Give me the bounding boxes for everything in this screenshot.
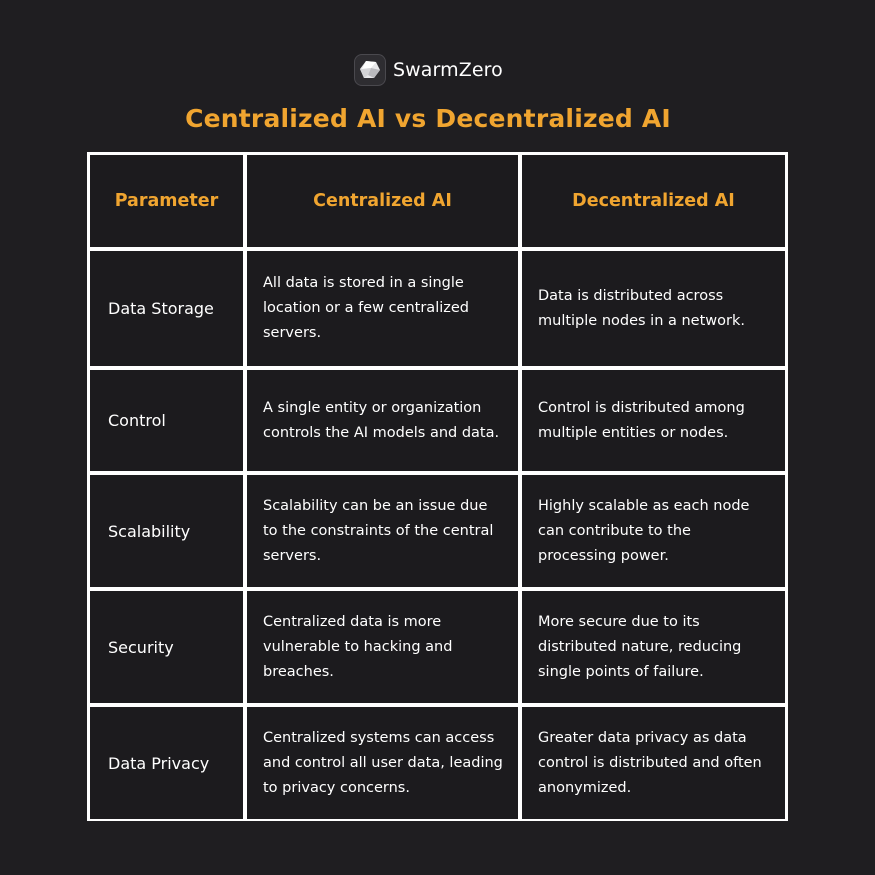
row-data-storage-decentralized: Data is distributed across multiple nodes in a network. [522, 251, 785, 366]
brand-name: SwarmZero [393, 59, 503, 81]
hexagon-logo-icon [354, 54, 386, 86]
row-data-storage-centralized: All data is stored in a single location or a few centralized servers. [247, 251, 518, 366]
comparison-table [87, 152, 788, 821]
brand [354, 54, 503, 86]
row-control-centralized: A single entity or organization controls the AI models and data. [247, 370, 518, 471]
row-control-parameter: Control [90, 370, 243, 471]
page-title: Centralized AI vs Decentralized AI [185, 104, 671, 133]
header-decentralized: Decentralized AI [522, 155, 785, 247]
row-security-centralized: Centralized data is more vulnerable to hacking and breaches. [247, 591, 518, 703]
row-security-parameter: Security [90, 591, 243, 703]
row-data-privacy-centralized: Centralized systems can access and control all user data, leading to privacy concerns. [247, 707, 518, 819]
row-scalability-parameter: Scalability [90, 475, 243, 587]
row-control-decentralized: Control is distributed among multiple entities or nodes. [522, 370, 785, 471]
row-data-storage-parameter: Data Storage [90, 251, 243, 366]
row-data-privacy-decentralized: Greater data privacy as data control is distributed and often anonymized. [522, 707, 785, 819]
row-scalability-decentralized: Highly scalable as each node can contribute to the processing power. [522, 475, 785, 587]
header-parameter: Parameter [90, 155, 243, 247]
header-centralized: Centralized AI [247, 155, 518, 247]
row-data-privacy-parameter: Data Privacy [90, 707, 243, 819]
row-scalability-centralized: Scalability can be an issue due to the constraints of the central servers. [247, 475, 518, 587]
row-security-decentralized: More secure due to its distributed nature, reducing single points of failure. [522, 591, 785, 703]
